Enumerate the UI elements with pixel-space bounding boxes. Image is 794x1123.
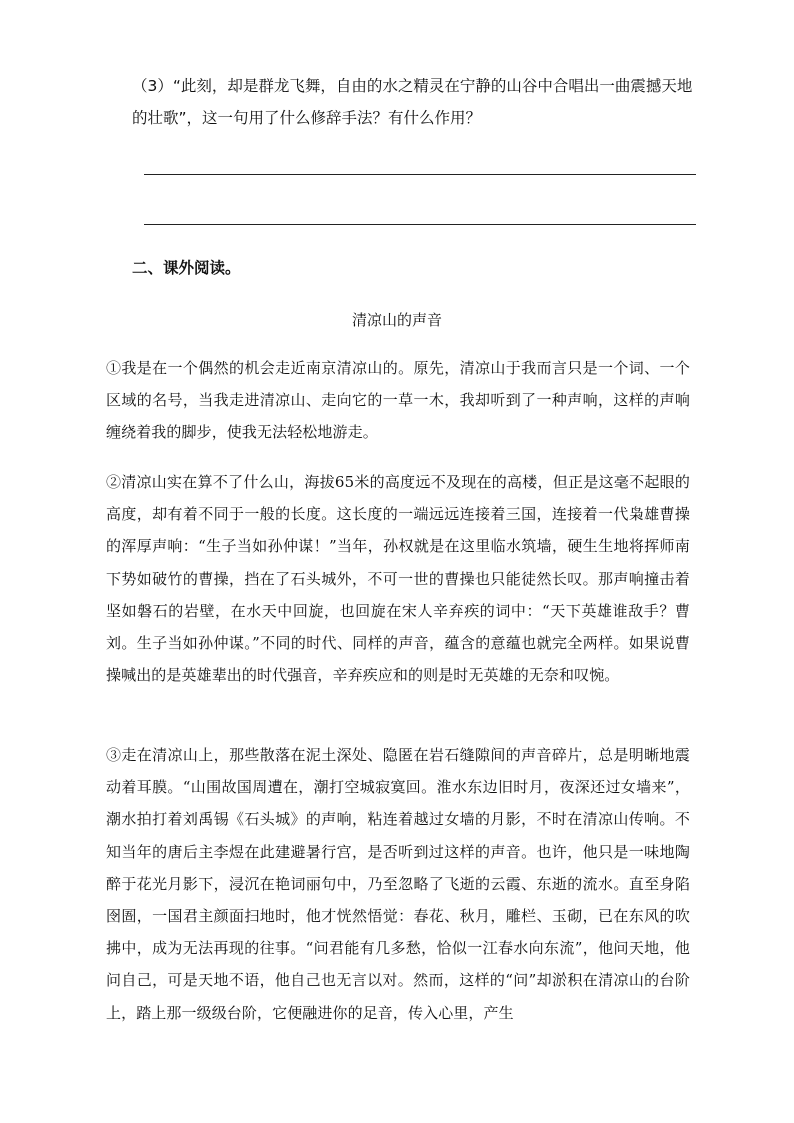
article-paragraph-1: ①我是在一个偶然的机会走近南京清凉山的。原先，清凉山于我而言只是一个词、一个区域的名号，当我走进清凉山、走向它的一草一木，我却听到了一种声响，这样的声响缠绕着我的脚步，使我无法轻松地游走。 (106, 359, 690, 442)
article-paragraph-3: ③走在清凉山上，那些散落在泥土深处、隐匿在岩石缝隙间的声音碎片，总是明晰地震动着耳膜。“山围故国周遭在，潮打空城寂寞回。淮水东边旧时月，夜深还过女墙来”，潮水拍打着刘禹锡《石头城》的声响，粘连着越过女墙的月影，不时在清凉山传响。不知当年的唐后主李煜在此建避暑行宫，是否听到过这样的声音。也许，他只是一味地陶醉于花光月影下，浸沉在艳词丽句中，乃至忽略了飞逝的云霞、东逝的流水。直至身陷囹圄，一国君主颜面扫地时，他才恍然悟觉：春花、秋月，雕栏、玉砌，已在东风的吹拂中，成为无法再现的往事。“问君能有几多愁，恰似一江春水向东流”，他问天地，他问自己，可是天地不语，他自己也无言以对。然而，这样的“问”却淤积在清凉山的台阶上，踏上那一级级台阶，它便融进你的足音，传入心里，产生 (106, 746, 690, 1022)
answer-line-1[interactable] (144, 174, 696, 175)
article-paragraph-2: ②清凉山实在算不了什么山，海拔65米的高度远不及现在的高楼，但正是这毫不起眼的高度，却有着不同于一般的长度。这长度的一端远远连接着三国，连接着一代枭雄曹操的浑厚声响：“生子当如孙仲谋！”当年，孙权就是在这里临水筑墙，硬生生地将挥师南下势如破竹的曹操，挡在了石头城外，不可一世的曹操也只能徒然长叹。那声响撞击着坚如磐石的岩壁，在水天中回旋，也回旋在宋人辛弃疾的词中：“天下英雄谁敌手？曹刘。生子当如孙仲谋。”不同的时代、同样的声音，蕴含的意蕴也就完全两样。如果说曹操喊出的是英雄辈出的时代强音，辛弃疾应和的则是时无英雄的无奈和叹惋。 (106, 473, 690, 685)
answer-line-2[interactable] (144, 224, 696, 225)
section-title: 二、课外阅读。 (132, 259, 241, 277)
question-3-text: （3）“此刻，却是群龙飞舞，自由的水之精灵在宁静的山谷中合唱出一曲震撼天地的壮歌”，这一句用了什么修辞手法？有什么作用？ (132, 77, 693, 127)
article-title: 清凉山的声音 (351, 311, 442, 329)
